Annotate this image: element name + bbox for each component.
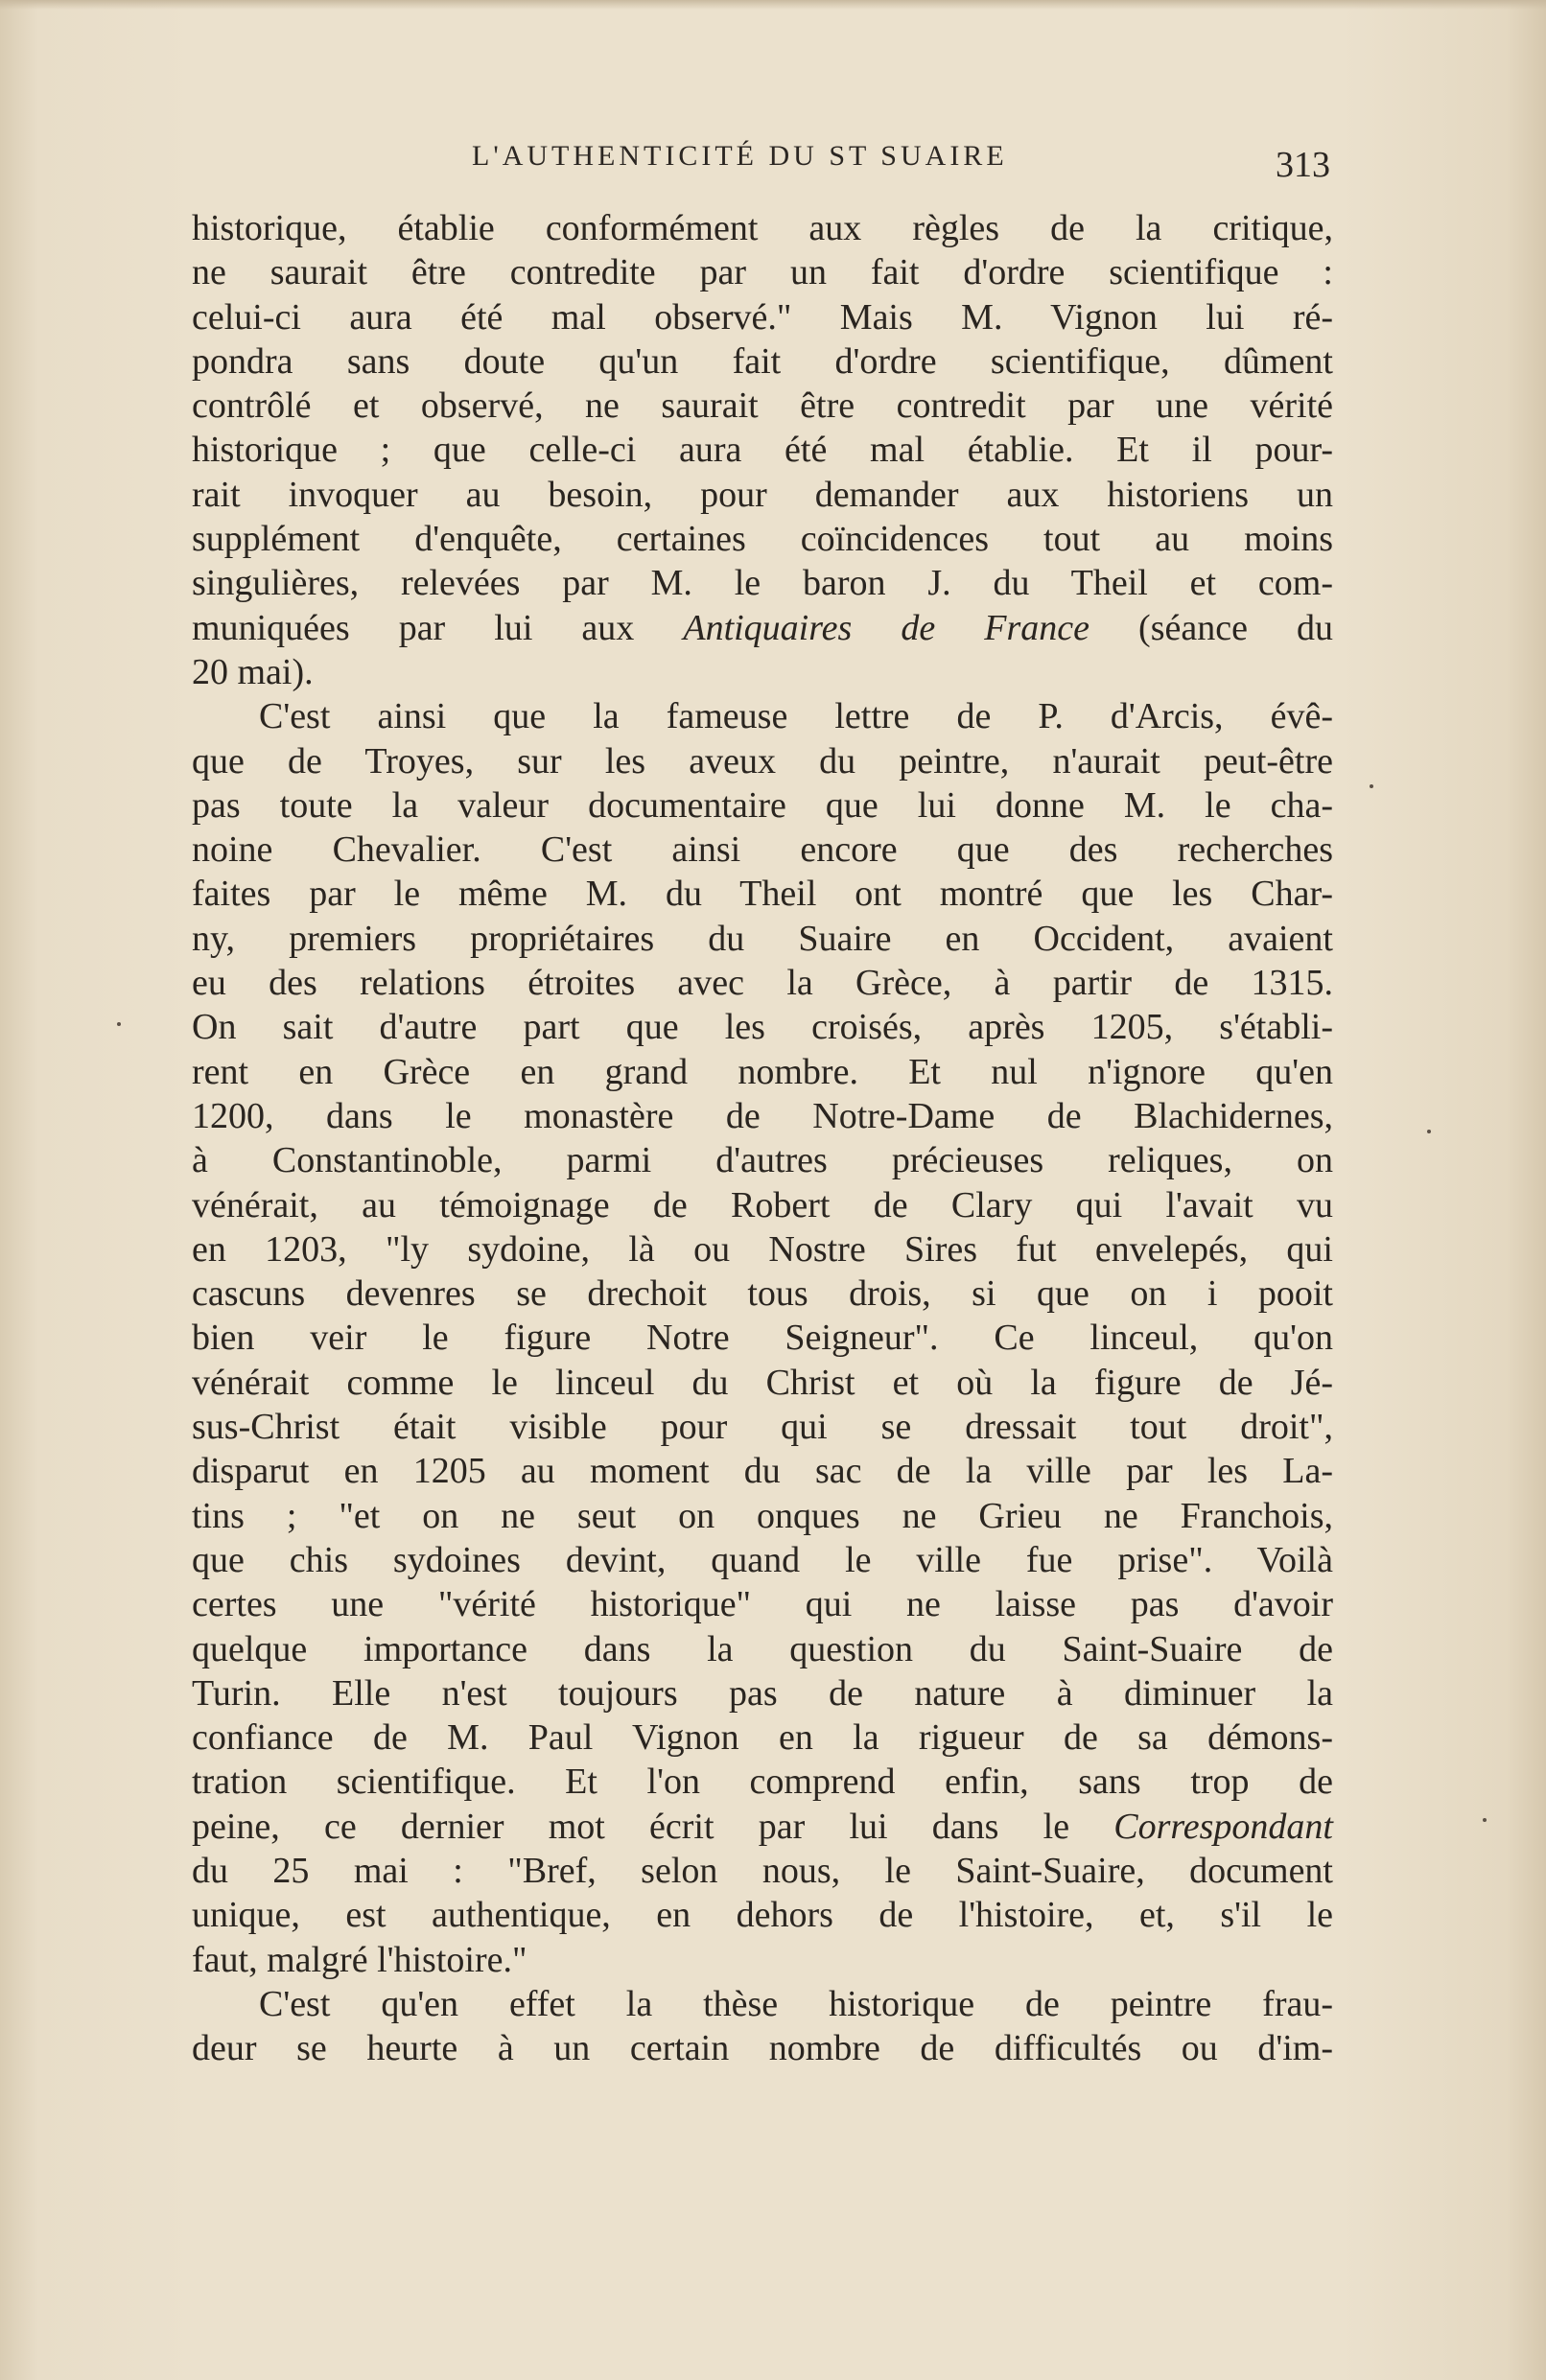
text-line: vénérait, au témoignage de Robert de Clary qui l'avait vu bbox=[192, 1184, 1333, 1225]
text-line-with-italic bbox=[192, 606, 1333, 650]
text-line: confiance de M. Paul Vignon en la rigueur de sa démons- bbox=[192, 1717, 1333, 1759]
page-top-edge bbox=[0, 0, 1546, 10]
text-line: faut, malgré l'histoire." bbox=[192, 1939, 527, 1980]
text-line: pondra sans doute qu'un fait d'ordre scientifique, dûment bbox=[192, 340, 1333, 382]
text-run: (séance du bbox=[1089, 607, 1333, 648]
text-line: supplément d'enquête, certaines coïncidences tout au moins bbox=[192, 519, 1333, 560]
text-line: deur se heurte à un certain nombre de difficultés ou d'im- bbox=[192, 2028, 1333, 2069]
text-line: noine Chevalier. C'est ainsi encore que des recherches bbox=[192, 829, 1333, 871]
italic-title-antiquaires: Antiquaires de France bbox=[683, 607, 1089, 648]
paper-speck bbox=[117, 1022, 121, 1026]
text-line: sus-Christ était visible pour qui se dressait tout droit", bbox=[192, 1407, 1333, 1448]
text-line: tration scientifique. Et l'on comprend enfin, sans trop de bbox=[192, 1762, 1333, 1803]
text-line: 20 mai). bbox=[192, 651, 314, 692]
text-line: historique ; que celle-ci aura été mal établie. Et il pour- bbox=[192, 430, 1333, 471]
text-run: peine, ce dernier mot écrit par lui dans le bbox=[192, 1806, 1114, 1847]
text-line: rent en Grèce en grand nombre. Et nul n'ignore qu'en bbox=[192, 1051, 1333, 1092]
text-line: On sait d'autre part que les croisés, après 1205, s'établi- bbox=[192, 1007, 1333, 1048]
text-line: eu des relations étroites avec la Grèce, à partir de 1315. bbox=[192, 963, 1333, 1004]
running-title: L'AUTHENTICITÉ DU ST SUAIRE bbox=[472, 140, 1008, 172]
text-line: rait invoquer au besoin, pour demander aux historiens un bbox=[192, 474, 1333, 515]
text-line: pas toute la valeur documentaire que lui donne M. le cha- bbox=[192, 784, 1333, 826]
paper-speck bbox=[1370, 784, 1373, 788]
text-line-with-italic bbox=[192, 1805, 1333, 1849]
text-line: singulières, relevées par M. le baron J. du Theil et com- bbox=[192, 563, 1333, 604]
text-line: bien veir le figure Notre Seigneur". Ce linceul, qu'on bbox=[192, 1318, 1333, 1359]
paper-speck bbox=[1483, 1818, 1487, 1822]
text-line: à Constantinoble, parmi d'autres précieuses reliques, on bbox=[192, 1140, 1333, 1181]
text-line: historique, établie conformément aux règles de la critique, bbox=[192, 208, 1333, 248]
paper-speck bbox=[1427, 1130, 1431, 1133]
paragraph-start-line: C'est ainsi que la fameuse lettre de P. d'Arcis, évê- bbox=[259, 696, 1333, 737]
text-line: cascuns devenres se drechoit tous drois, si que on i pooit bbox=[192, 1273, 1333, 1315]
text-line: que de Troyes, sur les aveux du peintre, n'aurait peut-être bbox=[192, 740, 1333, 782]
text-line: vénérait comme le linceul du Christ et où la figure de Jé- bbox=[192, 1362, 1333, 1403]
italic-title-correspondant: Correspondant bbox=[1113, 1806, 1333, 1847]
paragraph-start-line: C'est qu'en effet la thèse historique de peintre frau- bbox=[259, 1983, 1333, 2024]
text-line: Turin. Elle n'est toujours pas de nature à diminuer la bbox=[192, 1672, 1333, 1714]
text-line: celui-ci aura été mal observé." Mais M. Vignon lui ré- bbox=[192, 296, 1333, 338]
body-text bbox=[192, 206, 1333, 2070]
text-line: 1200, dans le monastère de Notre-Dame de Blachidernes, bbox=[192, 1095, 1333, 1136]
text-line: que chis sydoines devint, quand le ville fue prise". Voilà bbox=[192, 1539, 1333, 1580]
text-line: ny, premiers propriétaires du Suaire en Occident, avaient bbox=[192, 918, 1333, 959]
running-head bbox=[0, 136, 1546, 184]
text-line: contrôlé et observé, ne saurait être contredit par une vérité bbox=[192, 385, 1333, 427]
text-line: certes une "vérité historique" qui ne laisse pas d'avoir bbox=[192, 1584, 1333, 1625]
text-line: ne saurait être contredite par un fait d'ordre scientifique : bbox=[192, 252, 1333, 293]
text-line: en 1203, "ly sydoine, là ou Nostre Sires fut envelepés, qui bbox=[192, 1228, 1333, 1270]
text-line: tins ; "et on ne seut on onques ne Grieu ne Franchois, bbox=[192, 1495, 1333, 1536]
text-run: muniquées par lui aux bbox=[192, 607, 684, 648]
text-line: disparut en 1205 au moment du sac de la ville par les La- bbox=[192, 1451, 1333, 1492]
page-number: 313 bbox=[1276, 145, 1330, 185]
text-line: quelque importance dans la question du Saint-Suaire de bbox=[192, 1628, 1333, 1669]
text-line: du 25 mai : "Bref, selon nous, le Saint-Suaire, document bbox=[192, 1850, 1333, 1891]
text-line: faites par le même M. du Theil ont montré que les Char- bbox=[192, 874, 1333, 915]
text-line: unique, est authentique, en dehors de l'histoire, et, s'il le bbox=[192, 1895, 1333, 1936]
